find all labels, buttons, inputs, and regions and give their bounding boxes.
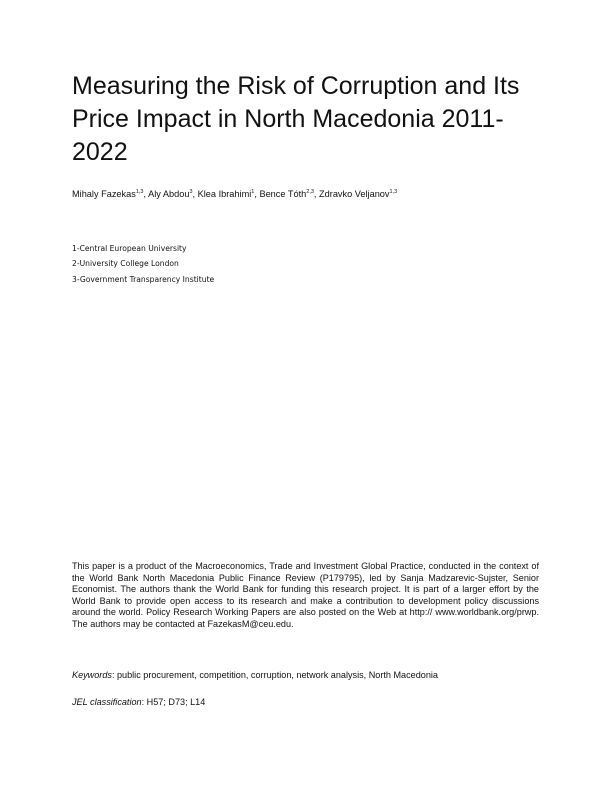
- author: [259, 189, 319, 199]
- affiliation-item: 1-Central European University: [72, 244, 187, 253]
- author: [319, 189, 397, 199]
- author-separator: ,: [143, 189, 149, 199]
- jel-label: JEL classification: [72, 697, 142, 707]
- author-name: Mihaly Fazekas: [72, 189, 136, 199]
- author-name: Zdravko Veljanov: [319, 189, 390, 199]
- author-separator: ,: [313, 189, 320, 199]
- author-name: Klea Ibrahimi: [197, 189, 252, 199]
- affiliation-list: [72, 241, 372, 287]
- affiliation-item: 2-University College London: [72, 259, 179, 269]
- keywords-label: Keywords: [72, 670, 112, 680]
- author-affiliation-marker: 1,3: [389, 189, 398, 195]
- abstract-paragraph: This paper is a product of the Macroeconomics, Trade and Investment Global Practice, conducted in the context of the World Bank North Macedonia Public Finance Review (P179795), led by Sanja Madzarevic-Sujster, Senior Economist. The authors thank the World Bank for funding this research project. It is part of a larger effort by the World Bank to provide open access to its research and make a contribution to development policy discussions around the world. Policy Research Working Papers are also posted on the Web at http:// www.worldbank.org/prwp. The authors may be contacted at FazekasM@ceu.edu.: [72, 561, 539, 629]
- author-name: Aly Abdou: [148, 189, 190, 199]
- keywords-line: [72, 669, 552, 681]
- author: [198, 189, 260, 199]
- author-affiliation-marker: 3: [189, 189, 193, 195]
- author-separator: ,: [254, 189, 260, 199]
- jel-classification-line: [72, 696, 552, 708]
- keywords-text: : public procurement, competition, corruption, network analysis, North Macedonia: [111, 670, 438, 680]
- jel-text: : H57; D73; L14: [141, 697, 206, 707]
- author-name: Bence Tóth: [259, 189, 307, 199]
- author: [72, 189, 148, 199]
- author-list: [72, 188, 552, 200]
- author-affiliation-marker: 1,3: [135, 189, 144, 195]
- author-affiliation-marker: 2,3: [306, 189, 314, 195]
- author-affiliation-marker: 1: [251, 189, 255, 195]
- author-separator: ,: [192, 189, 198, 199]
- paper-title: Measuring the Risk of Corruption and Its Price Impact in North Macedonia 2011-2022: [72, 72, 520, 166]
- affiliation-item: 3-Government Transparency Institute: [72, 274, 215, 284]
- author: [148, 189, 198, 199]
